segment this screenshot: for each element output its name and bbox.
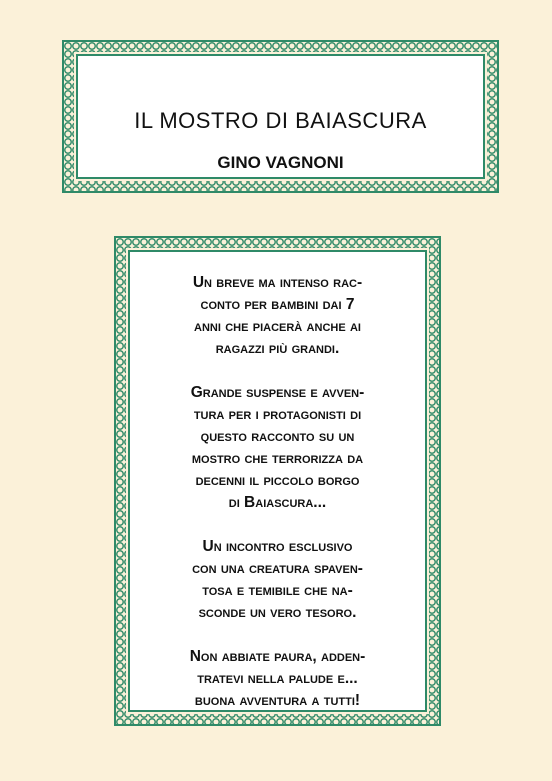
blurb-line: tratevi nella palude e... bbox=[197, 670, 358, 687]
book-author: GINO VAGNONI bbox=[217, 153, 344, 172]
blurb-line: tura per i protagonisti di bbox=[193, 406, 362, 423]
blurb-line: conto per bambini dai 7 bbox=[200, 296, 355, 313]
blurb-line: Un incontro esclusivo bbox=[202, 538, 353, 555]
blurb-line: mostro che terrorizza da bbox=[191, 450, 364, 467]
blurb-line: buona avventura a tutti! bbox=[194, 692, 361, 709]
blurb-line: tosa e temibile che na- bbox=[202, 582, 353, 599]
blurb-paragraph bbox=[140, 536, 415, 624]
title-frame bbox=[62, 40, 499, 193]
blurb-line: ragazzi più grandi. bbox=[215, 340, 340, 357]
blurb-line: con una creatura spaven- bbox=[192, 560, 363, 577]
blurb-line: sconde un vero tesoro. bbox=[198, 604, 357, 621]
blurb-line: questo racconto su un bbox=[200, 428, 355, 445]
blurb-frame bbox=[114, 236, 441, 726]
blurb-line: Grande suspense e avven- bbox=[190, 384, 365, 401]
blurb-paragraph bbox=[140, 382, 415, 514]
blurb-panel bbox=[128, 250, 427, 712]
blurb-line: Un breve ma intenso rac- bbox=[192, 274, 363, 291]
blurb-text bbox=[140, 272, 415, 734]
blurb-line: decenni il piccolo borgo bbox=[195, 472, 360, 489]
book-title: IL MOSTRO DI BAIASCURA bbox=[134, 108, 427, 133]
blurb-line: anni che piacerà anche ai bbox=[194, 318, 361, 335]
blurb-line: Non abbiate paura, adden- bbox=[189, 648, 366, 665]
blurb-paragraph bbox=[140, 646, 415, 712]
blurb-line: di Baiascura... bbox=[228, 494, 327, 511]
blurb-paragraph bbox=[140, 272, 415, 360]
title-panel bbox=[76, 54, 485, 179]
